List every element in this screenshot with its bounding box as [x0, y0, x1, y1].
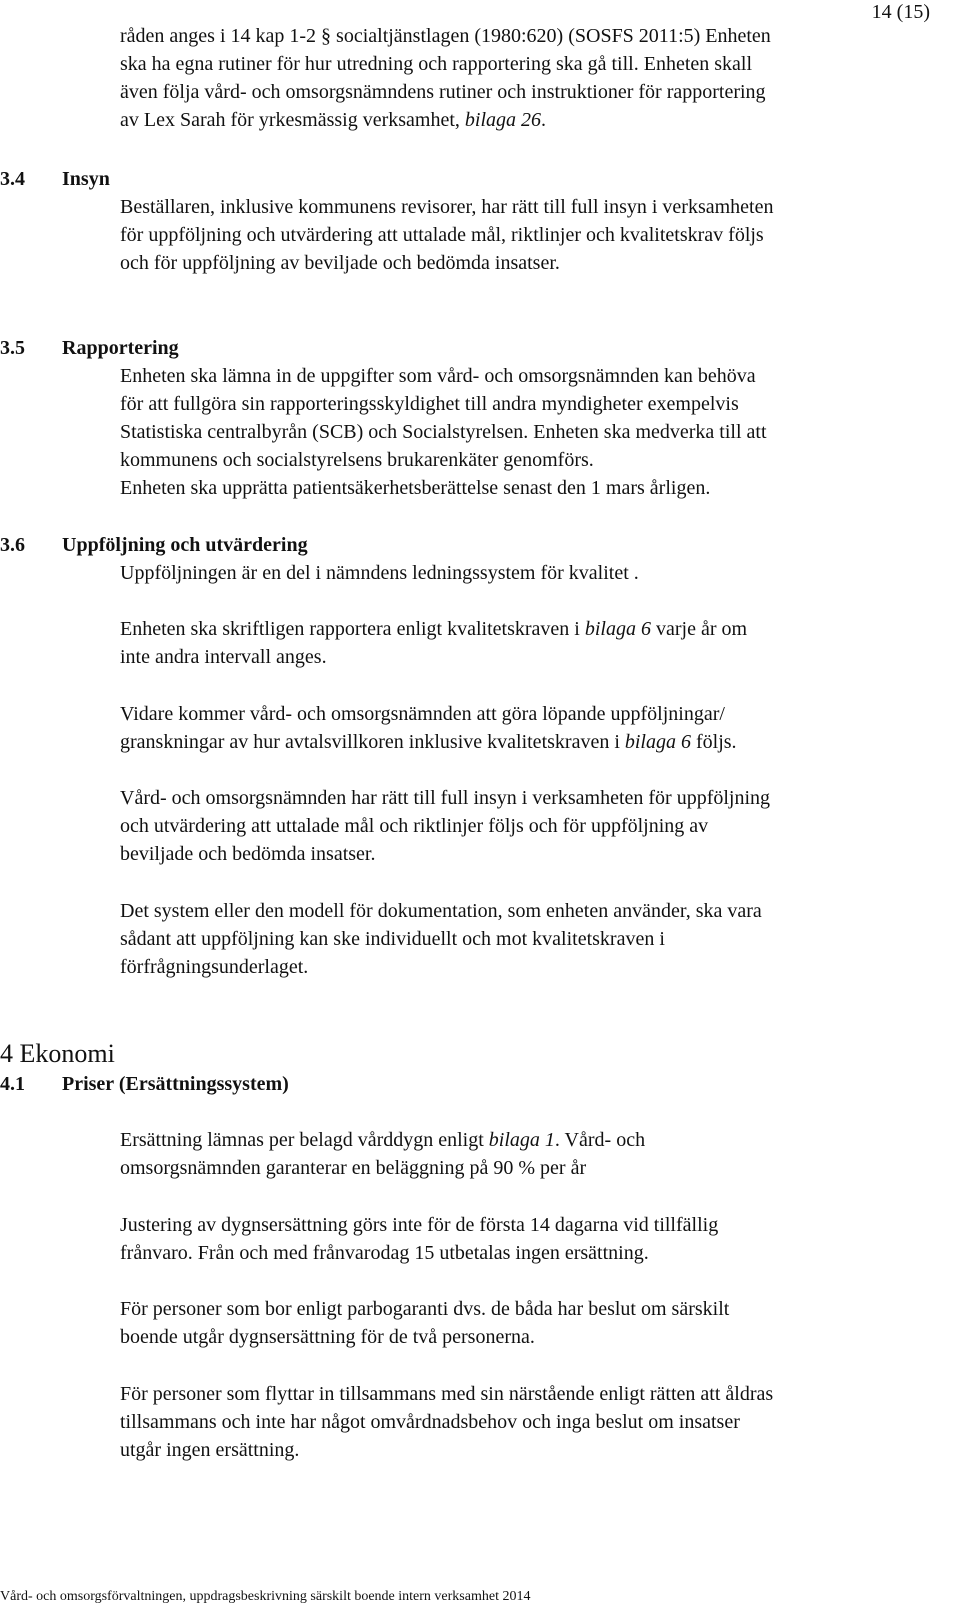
text-line — [120, 615, 920, 643]
text-line: Vård- och omsorgsnämnden har rätt till full insyn i verksamheten för uppföljning — [120, 787, 771, 809]
section-3-4-body — [120, 193, 920, 277]
text-line — [120, 106, 920, 134]
page-number: 14 (15) — [871, 1, 930, 23]
section-title: Rapportering — [62, 337, 179, 359]
text-span: . Vård- och — [554, 1129, 646, 1151]
text-line: Enheten ska upprätta patientsäkerhetsberättelse senast den 1 mars årligen. — [120, 477, 711, 499]
italic-reference: bilaga 1 — [488, 1129, 555, 1151]
section-3-5-body — [120, 362, 920, 502]
text-line: Enheten ska lämna in de uppgifter som vård- och omsorgsnämnden kan behöva — [120, 365, 756, 387]
text-line: och utvärdering att uttalade mål och riktlinjer följs och för uppföljning av — [120, 815, 709, 837]
text-line: frånvaro. Från och med frånvarodag 15 utbetalas ingen ersättning. — [120, 1242, 649, 1264]
text-line: utgår ingen ersättning. — [120, 1439, 300, 1461]
section-3-6-p2 — [120, 615, 920, 671]
italic-reference: bilaga 26 — [464, 109, 542, 131]
section-title: Priser (Ersättningssystem) — [62, 1073, 289, 1095]
section-title: Insyn — [62, 168, 110, 190]
text-line — [120, 728, 920, 756]
italic-reference: bilaga 6 — [624, 731, 691, 753]
text-line: beviljade och bedömda insatser. — [120, 843, 376, 865]
text-line: Det system eller den modell för dokumentation, som enheten använder, ska vara — [120, 900, 762, 922]
section-heading-3-6 — [0, 531, 308, 559]
section-4-1-p3 — [120, 1295, 920, 1351]
section-3-6-p4 — [120, 784, 920, 868]
text-line: ska ha egna rutiner för hur utredning och rapportering ska gå till. Enheten skall — [120, 53, 753, 75]
text-span: Ersättning lämnas per belagd vårddygn enligt — [120, 1129, 489, 1151]
text-line: förfrågningsunderlaget. — [120, 956, 309, 978]
section-heading-4-1 — [0, 1070, 289, 1098]
intro-paragraph — [120, 22, 920, 134]
text-span: Enheten ska skriftligen rapportera enligt kvalitetskraven i — [120, 618, 585, 640]
text-line: Beställaren, inklusive kommunens revisorer, har rätt till full insyn i verksamheten — [120, 196, 774, 218]
text-span: granskningar av hur avtalsvillkoren inklusive kvalitetskraven i — [120, 731, 625, 753]
text-span: följs. — [691, 731, 737, 753]
text-line — [120, 1126, 920, 1154]
text-line: tillsammans och inte har något omvårdnadsbehov och inga beslut om insatser — [120, 1411, 740, 1433]
section-number: 4.1 — [0, 1073, 25, 1095]
page-footer: Vård- och omsorgsförvaltningen, uppdragsbeskrivning särskilt boende intern verksamhet 2014 — [0, 1589, 531, 1604]
text-line: För personer som flyttar in tillsammans med sin närstående enligt rätten att åldras — [120, 1383, 774, 1405]
text-line: råden anges i 14 kap 1-2 § socialtjänstlagen (1980:620) (SOSFS 2011:5) Enheten — [120, 25, 771, 47]
italic-reference: bilaga 6 — [584, 618, 651, 640]
text-line: Vidare kommer vård- och omsorgsnämnden att göra löpande uppföljningar/ — [120, 703, 725, 725]
section-heading-3-5 — [0, 334, 179, 362]
text-line: även följa vård- och omsorgsnämndens rutiner och instruktioner för rapportering — [120, 81, 766, 103]
text-line: sådant att uppföljning kan ske individuellt och mot kvalitetskraven i — [120, 928, 665, 950]
text-line: för att fullgöra sin rapporteringsskyldighet till andra myndigheter exempelvis — [120, 393, 739, 415]
text-line: För personer som bor enligt parbogaranti dvs. de båda har beslut om särskilt — [120, 1298, 730, 1320]
text-line: Statistiska centralbyrån (SCB) och Socialstyrelsen. Enheten ska medverka till att — [120, 421, 767, 443]
text-span: av Lex Sarah för yrkesmässig verksamhet, — [120, 109, 465, 131]
section-number: 3.6 — [0, 534, 25, 556]
section-4-1-p4 — [120, 1380, 920, 1464]
section-number: 3.4 — [0, 168, 25, 190]
text-line: Uppföljningen är en del i nämndens ledningssystem för kvalitet . — [120, 562, 639, 584]
section-number: 3.5 — [0, 337, 25, 359]
text-span: varje år om — [650, 618, 748, 640]
text-line: boende utgår dygnsersättning för de två personerna. — [120, 1326, 535, 1348]
section-heading-3-4 — [0, 165, 110, 193]
text-line: omsorgsnämnden garanterar en beläggning på 90 % per år — [120, 1157, 587, 1179]
text-line: kommunens och socialstyrelsens brukarenkäter genomförs. — [120, 449, 594, 471]
section-4-1-p2 — [120, 1211, 920, 1267]
text-line: och för uppföljning av beviljade och bedömda insatser. — [120, 252, 560, 274]
section-3-6-p3 — [120, 700, 920, 756]
text-line: inte andra intervall anges. — [120, 646, 327, 668]
section-3-6-p1 — [120, 559, 920, 587]
section-4-1-p1 — [120, 1126, 920, 1182]
text-line: Justering av dygnsersättning görs inte för de första 14 dagarna vid tillfällig — [120, 1214, 719, 1236]
chapter-heading-4: 4 Ekonomi — [0, 1039, 115, 1068]
section-3-6-p5 — [120, 897, 920, 981]
text-line: för uppföljning och utvärdering att uttalade mål, riktlinjer och kvalitetskrav följs — [120, 224, 764, 246]
text-span: . — [541, 109, 547, 131]
section-title: Uppföljning och utvärdering — [62, 534, 308, 556]
